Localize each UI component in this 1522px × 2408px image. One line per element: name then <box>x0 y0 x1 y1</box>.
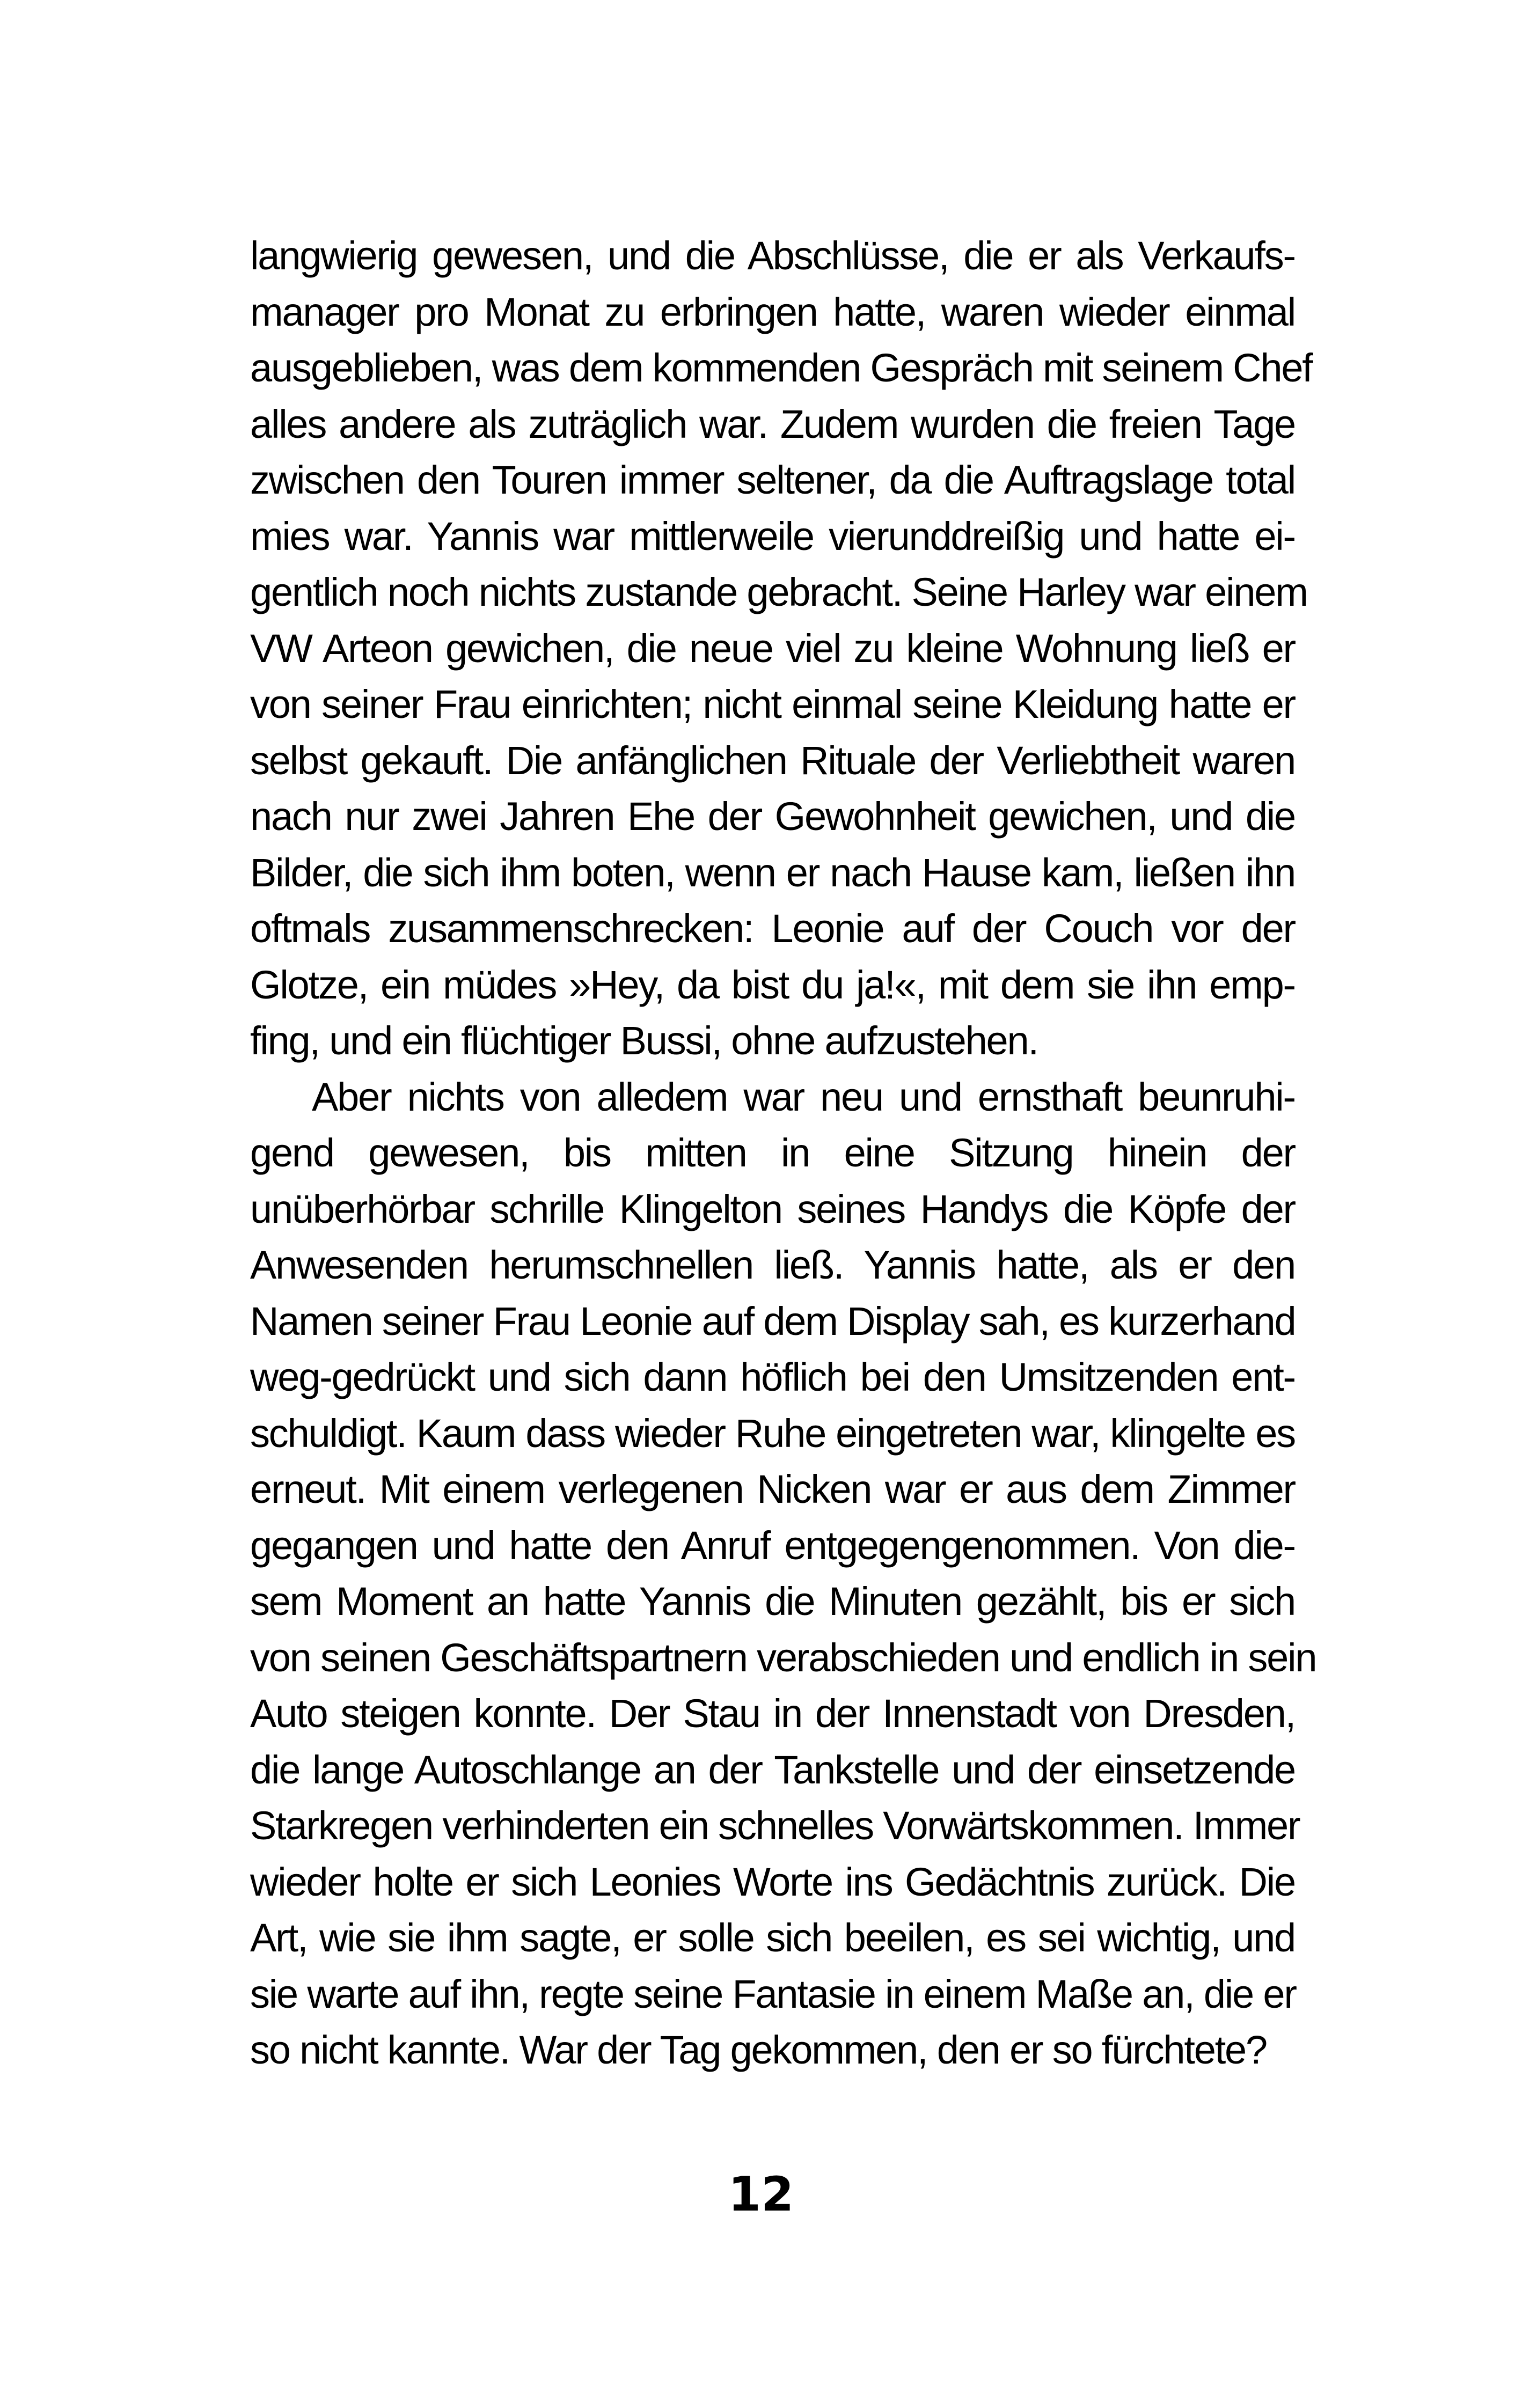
text-line: von seiner Frau einrichten; nicht einmal seine Kleidung hatte er <box>250 682 1295 726</box>
text-line: oftmals zusammenschrecken: Leonie auf der Couch vor der <box>250 906 1295 951</box>
text-line: fing, und ein flüchtiger Bussi, ohne aufzustehen. <box>250 1018 1038 1063</box>
text-line: alles andere als zuträglich war. Zudem wurden die freien Tage <box>250 401 1295 446</box>
page-number: 12 <box>728 2167 794 2222</box>
text-line: gend gewesen, bis mitten in eine Sitzung hinein der <box>250 1130 1295 1175</box>
paragraph <box>250 228 1312 1069</box>
paragraph <box>250 1069 1316 2079</box>
text-line: erneut. Mit einem verlegenen Nicken war er aus dem Zimmer <box>250 1467 1295 1511</box>
text-line: VW Arteon gewichen, die neue viel zu kleine Wohnung ließ er <box>250 626 1295 671</box>
text-line: so nicht kannte. War der Tag gekommen, den er so fürchtete? <box>250 2028 1267 2072</box>
text-line: nach nur zwei Jahren Ehe der Gewohnheit gewichen, und die <box>250 794 1295 839</box>
text-line: Auto steigen konnte. Der Stau in der Innenstadt von Dresden, <box>250 1691 1295 1736</box>
text-line: Art, wie sie ihm sagte, er solle sich beeilen, es sei wichtig, und <box>250 1915 1295 1960</box>
text-line: sie warte auf ihn, regte seine Fantasie in einem Maße an, die er <box>250 1971 1296 2016</box>
text-line: gentlich noch nichts zustande gebracht. Seine Harley war einem <box>250 570 1307 614</box>
text-line: schuldigt. Kaum dass wieder Ruhe eingetreten war, klingelte es <box>250 1411 1295 1456</box>
text-line: Bilder, die sich ihm boten, wenn er nach Hause kam, ließen ihn <box>250 850 1295 895</box>
text-line: mies war. Yannis war mittlerweile vierunddreißig und hatte ei- <box>250 513 1295 559</box>
text-line: weg-gedrückt und sich dann höflich bei den Umsitzenden ent- <box>250 1355 1295 1399</box>
text-line: wieder holte er sich Leonies Worte ins Gedächtnis zurück. Die <box>250 1859 1295 1904</box>
text-line: von seinen Geschäftspartnern verabschieden und endlich in sein <box>250 1635 1316 1680</box>
text-line: die lange Autoschlange an der Tankstelle und der einsetzende <box>250 1747 1295 1792</box>
text-line: manager pro Monat zu erbringen hatte, waren wieder einmal <box>250 289 1295 334</box>
text-line: langwierig gewesen, und die Abschlüsse, die er als Verkaufs- <box>250 233 1295 278</box>
text-line: gegangen und hatte den Anruf entgegengenommen. Von die- <box>250 1523 1295 1568</box>
text-line: Aber nichts von alledem war neu und ernsthaft beunruhi- <box>312 1074 1295 1119</box>
text-line: ausgeblieben, was dem kommenden Gespräch mit seinem Chef <box>250 346 1312 390</box>
text-line: unüberhörbar schrille Klingelton seines Handys die Köpfe der <box>250 1186 1295 1231</box>
text-line: selbst gekauft. Die anfänglichen Rituale der Verliebtheit waren <box>250 738 1295 783</box>
text-line: Starkregen verhinderten ein schnelles Vorwärtskommen. Immer <box>250 1803 1300 1848</box>
body-text <box>250 228 1316 2079</box>
text-line: Glotze, ein müdes »Hey, da bist du ja!«, mit dem sie ihn emp- <box>250 962 1295 1007</box>
text-line: Namen seiner Frau Leonie auf dem Display sah, es kurzerhand <box>250 1298 1296 1344</box>
text-line: sem Moment an hatte Yannis die Minuten gezählt, bis er sich <box>250 1579 1295 1624</box>
text-line: zwischen den Touren immer seltener, da die Auftragslage total <box>250 458 1295 502</box>
text-line: Anwesenden herumschnellen ließ. Yannis hatte, als er den <box>250 1243 1295 1287</box>
